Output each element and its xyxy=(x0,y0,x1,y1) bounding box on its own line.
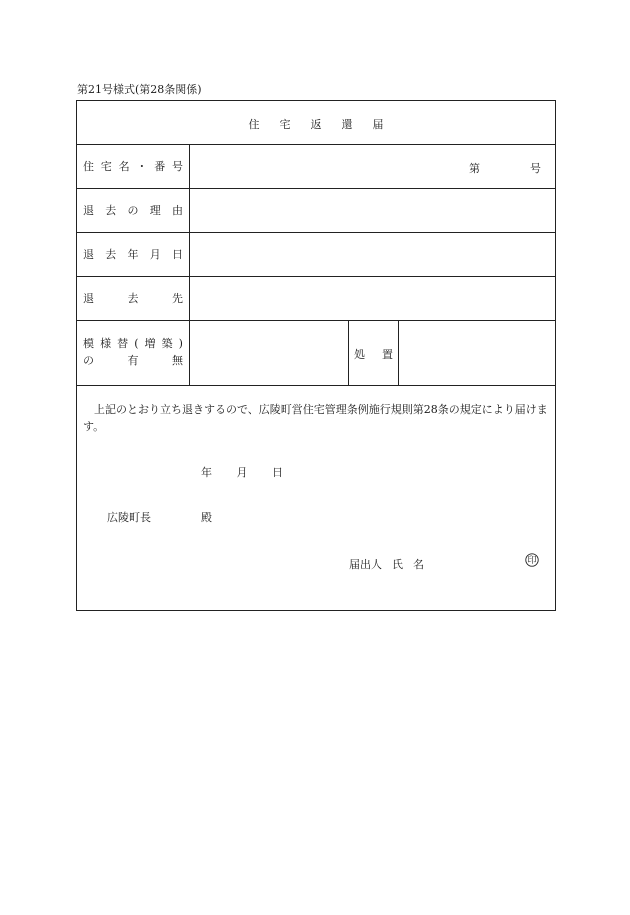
vacate-date-label: 退 去 年 月 日 xyxy=(83,248,183,261)
housing-name-row xyxy=(77,145,555,189)
remodel-label-line1: 模 様 替 ( 増 築 ) xyxy=(83,337,183,350)
reason-field[interactable] xyxy=(190,189,555,232)
remodel-field[interactable] xyxy=(190,321,349,385)
submission-date: 年 月 日 xyxy=(201,466,283,479)
housing-return-form xyxy=(76,100,556,611)
declaration-text: 上記のとおり立ち退きするので、広陵町営住宅管理条例施行規則第28条の規定により届けます。 xyxy=(83,403,548,433)
reason-label: 退 去 の 理 由 xyxy=(83,204,183,217)
vacate-date-row xyxy=(77,233,555,277)
disposal-label: 処 置 xyxy=(354,348,393,361)
addressee: 広陵町長 xyxy=(107,511,151,524)
applicant-signature-line: 届出人 氏 名 xyxy=(349,558,424,571)
form-title: 住宅返還届 xyxy=(248,118,404,131)
destination-label: 退 去 先 xyxy=(83,292,183,305)
vacate-date-field[interactable] xyxy=(190,233,555,276)
remodel-row xyxy=(77,321,555,386)
destination-row xyxy=(77,277,555,321)
destination-field[interactable] xyxy=(190,277,555,320)
reason-row xyxy=(77,189,555,233)
form-title-row xyxy=(77,101,555,145)
form-number: 第21号様式(第28条関係) xyxy=(77,83,202,96)
unit-number-label: 第 号 xyxy=(469,162,541,175)
seal-char: 印 xyxy=(527,556,537,567)
honorific: 殿 xyxy=(201,511,212,524)
seal-icon xyxy=(525,553,539,567)
remodel-label-line2: の 有 無 xyxy=(83,354,183,367)
housing-name-label: 住 宅 名 ・ 番 号 xyxy=(83,160,183,173)
